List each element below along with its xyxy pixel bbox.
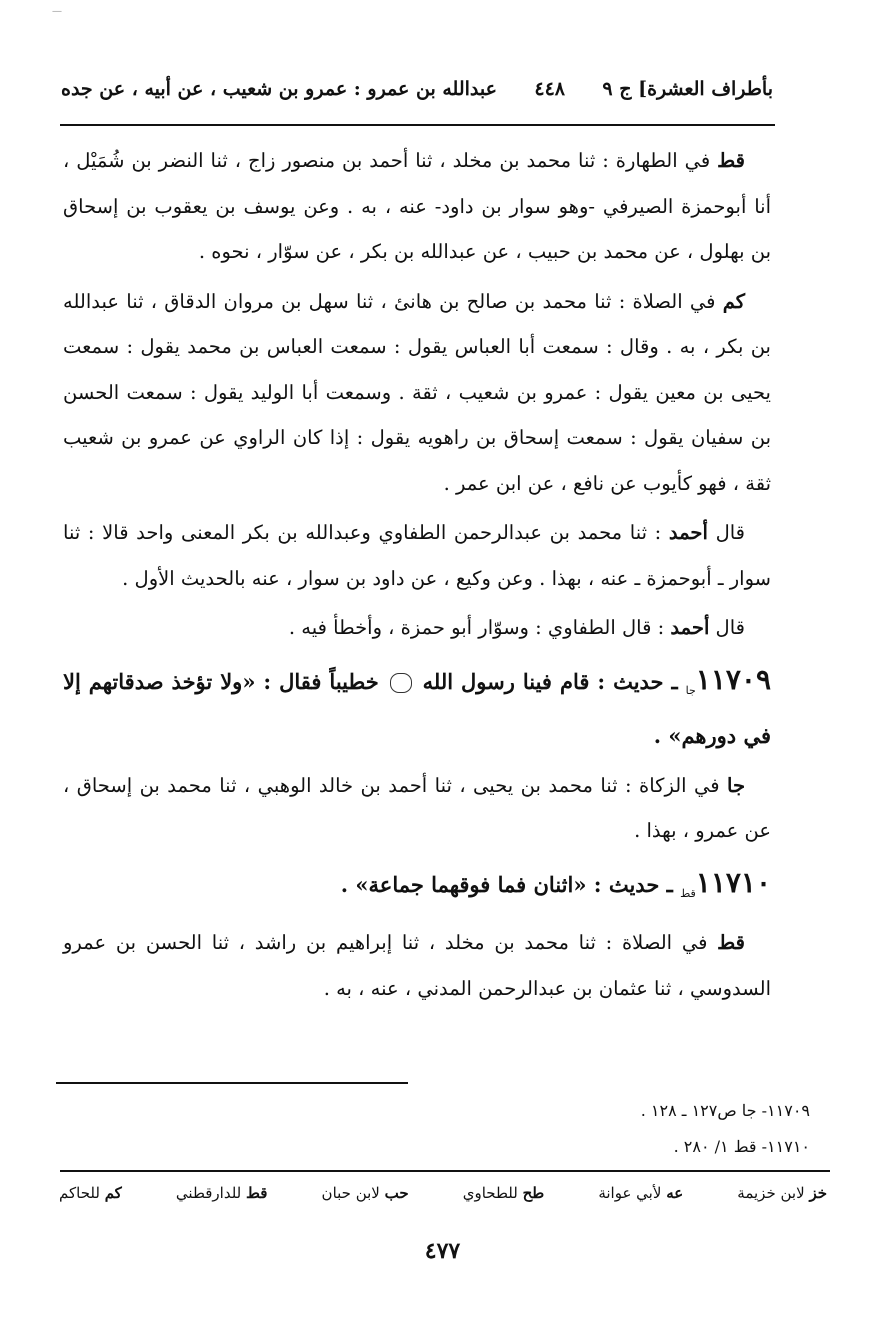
paragraph-6	[63, 920, 771, 1011]
legend-name: للطحاوي	[462, 1184, 518, 1202]
legend-item	[322, 1184, 409, 1202]
legend-item	[59, 1184, 122, 1202]
legend-rule	[60, 1170, 830, 1172]
legend-abbr: كم	[104, 1184, 122, 1202]
hadith-source: جا	[685, 683, 696, 697]
footnote-rule	[56, 1082, 408, 1084]
footnotes	[210, 1093, 810, 1165]
legend-name: لأبي عوانة	[598, 1184, 662, 1202]
paragraph-pre: قال	[707, 521, 745, 544]
legend-item	[176, 1184, 268, 1202]
salutation-icon	[390, 673, 412, 693]
legend-name: للدارقطني	[175, 1184, 242, 1202]
legend-item	[463, 1184, 544, 1202]
paragraph-1	[63, 138, 771, 275]
hadith-text-cont: خطيباً فقال : «ولا تؤخذ صدقاتهم إلا في دورهم» .	[63, 668, 771, 749]
paragraph-4	[63, 605, 771, 651]
footnote: ١١٧١٠- قط ١/ ٢٨٠ .	[673, 1137, 810, 1156]
hadith-11710	[63, 860, 771, 917]
legend-abbr: قط	[246, 1184, 268, 1202]
legend-abbr: طح	[522, 1184, 545, 1202]
legend-abbr: حب	[384, 1184, 409, 1202]
header-rule	[60, 124, 775, 126]
legend-item	[598, 1184, 683, 1202]
legend-name: للحاكم	[59, 1184, 100, 1202]
hadith-text: ـ حديث : قام فينا رسول الله	[414, 668, 686, 694]
paragraph-text: : قال الطفاوي : وسوّار أبو حمزة ، وأخطأ فيه .	[288, 616, 671, 639]
legend-item	[737, 1184, 827, 1202]
source-abbr: كم	[722, 289, 745, 313]
running-head-chain: عبدالله بن عمرو : عمرو بن شعيب ، عن أبيه ، عن جده	[61, 78, 497, 100]
narrator-name: أحمد	[668, 521, 708, 544]
hadith-source: قط	[680, 886, 696, 900]
source-abbr: جا	[727, 773, 745, 797]
paragraph-pre: قال	[709, 616, 745, 639]
hadith-11709	[63, 657, 771, 759]
paragraph-text: في الزكاة : ثنا محمد بن يحيى ، ثنا أحمد بن خالد الوهبي ، ثنا محمد بن إسحاق ، عن عمرو ، بهذا .	[63, 773, 771, 843]
page-number: ٤٧٧	[424, 1238, 461, 1264]
running-head-page-ref: ٤٤٨	[534, 78, 565, 100]
hadith-number: ١١٧٠٩	[695, 662, 771, 696]
paragraph-text: : ثنا محمد بن عبدالرحمن الطفاوي وعبدالله بن بكر المعنى واحد قالا : ثنا سوار ـ أبوحمزة ـ عنه ، بهذا . وعن وكيع ، عن داود بن سوار ، عنه بالحديث الأول .	[63, 521, 771, 590]
paragraph-3	[63, 510, 771, 601]
source-abbr: قط	[717, 931, 745, 955]
hadith-text: ـ حديث : «اثنان فما فوقهما جماعة» .	[340, 871, 681, 897]
source-abbr: قط	[717, 149, 745, 172]
legend-abbr: عه	[666, 1184, 684, 1202]
legend-abbr: خز	[809, 1184, 827, 1202]
main-text	[63, 138, 771, 1015]
paragraph-text: في الصلاة : ثنا محمد بن صالح بن هانئ ، ثنا سهل بن مروان الدقاق ، ثنا عبدالله بن بكر ، به . وقال : سمعت أبا العباس يقول : سمعت العباس بن محمد يقول : سمعت يحيى بن معين يقول : عمرو بن شعيب ، ثقة . وسمعت أبا الوليد يقول : سمعت الحسن بن سفيان يقول : سمعت إسحاق بن راهويه يقول : إذا كان الراوي عن عمرو بن شعيب ثقة ، فهو كأيوب عن نافع ، عن ابن عمر .	[63, 289, 771, 495]
narrator-name: أحمد	[670, 616, 710, 639]
footnote: ١١٧٠٩- جا ص١٢٧ ـ ١٢٨ .	[640, 1101, 810, 1120]
paragraph-text: في الصلاة : ثنا محمد بن مخلد ، ثنا إبراهيم بن راشد ، ثنا الحسن بن عمرو السدوسي ، ثنا عثمان بن عبدالرحمن المدني ، عنه ، به .	[63, 931, 771, 1000]
running-head-title: بأطراف العشرة] ج ٩	[602, 78, 773, 100]
paragraph-2	[63, 279, 771, 507]
paragraph-text: في الطهارة : ثنا محمد بن مخلد ، ثنا أحمد بن منصور زاج ، ثنا النضر بن شُمَيْل ، أنا أبوحمزة الصيرفي -وهو سوار بن داود- عنه ، به . وعن يوسف بن يعقوب بن إسحاق بن بهلول ، عن محمد بن حبيب ، عن عبدالله بن بكر ، عن سوّار ، نحوه .	[63, 149, 771, 263]
running-head	[61, 78, 773, 100]
legend-name: لابن حبان	[321, 1184, 380, 1202]
legend-name: لابن خزيمة	[737, 1184, 805, 1202]
abbreviation-legend	[59, 1184, 827, 1202]
hadith-number: ١١٧١٠	[695, 865, 771, 899]
paragraph-5	[63, 763, 771, 854]
corner-mark: —	[52, 6, 62, 17]
